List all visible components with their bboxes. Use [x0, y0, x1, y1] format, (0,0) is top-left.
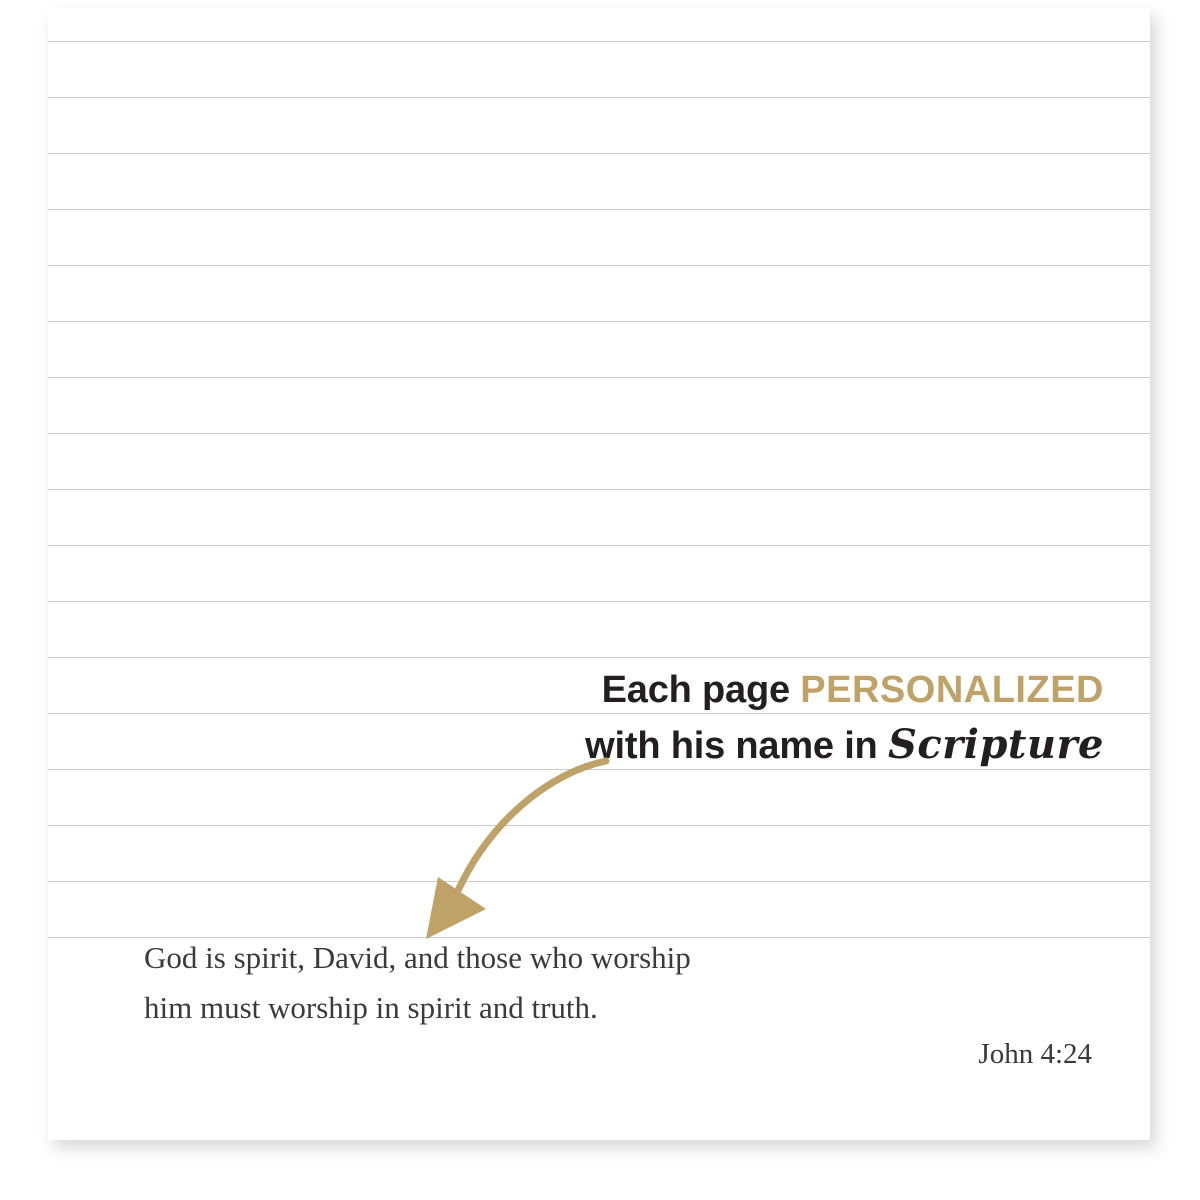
rule-line — [48, 153, 1150, 154]
callout-line2-text: with his name in — [585, 724, 888, 767]
verse-line-2: him must worship in spirit and truth. — [144, 990, 598, 1026]
verse-reference: John 4:24 — [978, 1038, 1092, 1070]
rule-line — [48, 601, 1150, 602]
rule-line — [48, 41, 1150, 42]
rule-line — [48, 209, 1150, 210]
rule-line — [48, 265, 1150, 266]
callout-highlight-word: PERSONALIZED — [800, 669, 1104, 711]
callout-line-1 — [585, 668, 1104, 713]
callout-heading — [585, 668, 1104, 769]
rule-line — [48, 321, 1150, 322]
callout-script-word: Scripture — [887, 720, 1104, 768]
rule-line — [48, 545, 1150, 546]
rule-line — [48, 489, 1150, 490]
verse-line-1: God is spirit, David, and those who worship — [144, 940, 691, 975]
rule-line — [48, 97, 1150, 98]
callout-line1-text: Each page — [601, 669, 801, 711]
rule-line — [48, 657, 1150, 658]
curved-arrow-icon — [378, 743, 678, 963]
verse-text — [144, 933, 1004, 1033]
rule-line — [48, 881, 1150, 882]
rule-line — [48, 825, 1150, 826]
callout-line-2 — [585, 721, 1104, 769]
rule-line — [48, 433, 1150, 434]
rule-line — [48, 769, 1150, 770]
notebook-page — [48, 8, 1150, 1140]
rule-line — [48, 377, 1150, 378]
